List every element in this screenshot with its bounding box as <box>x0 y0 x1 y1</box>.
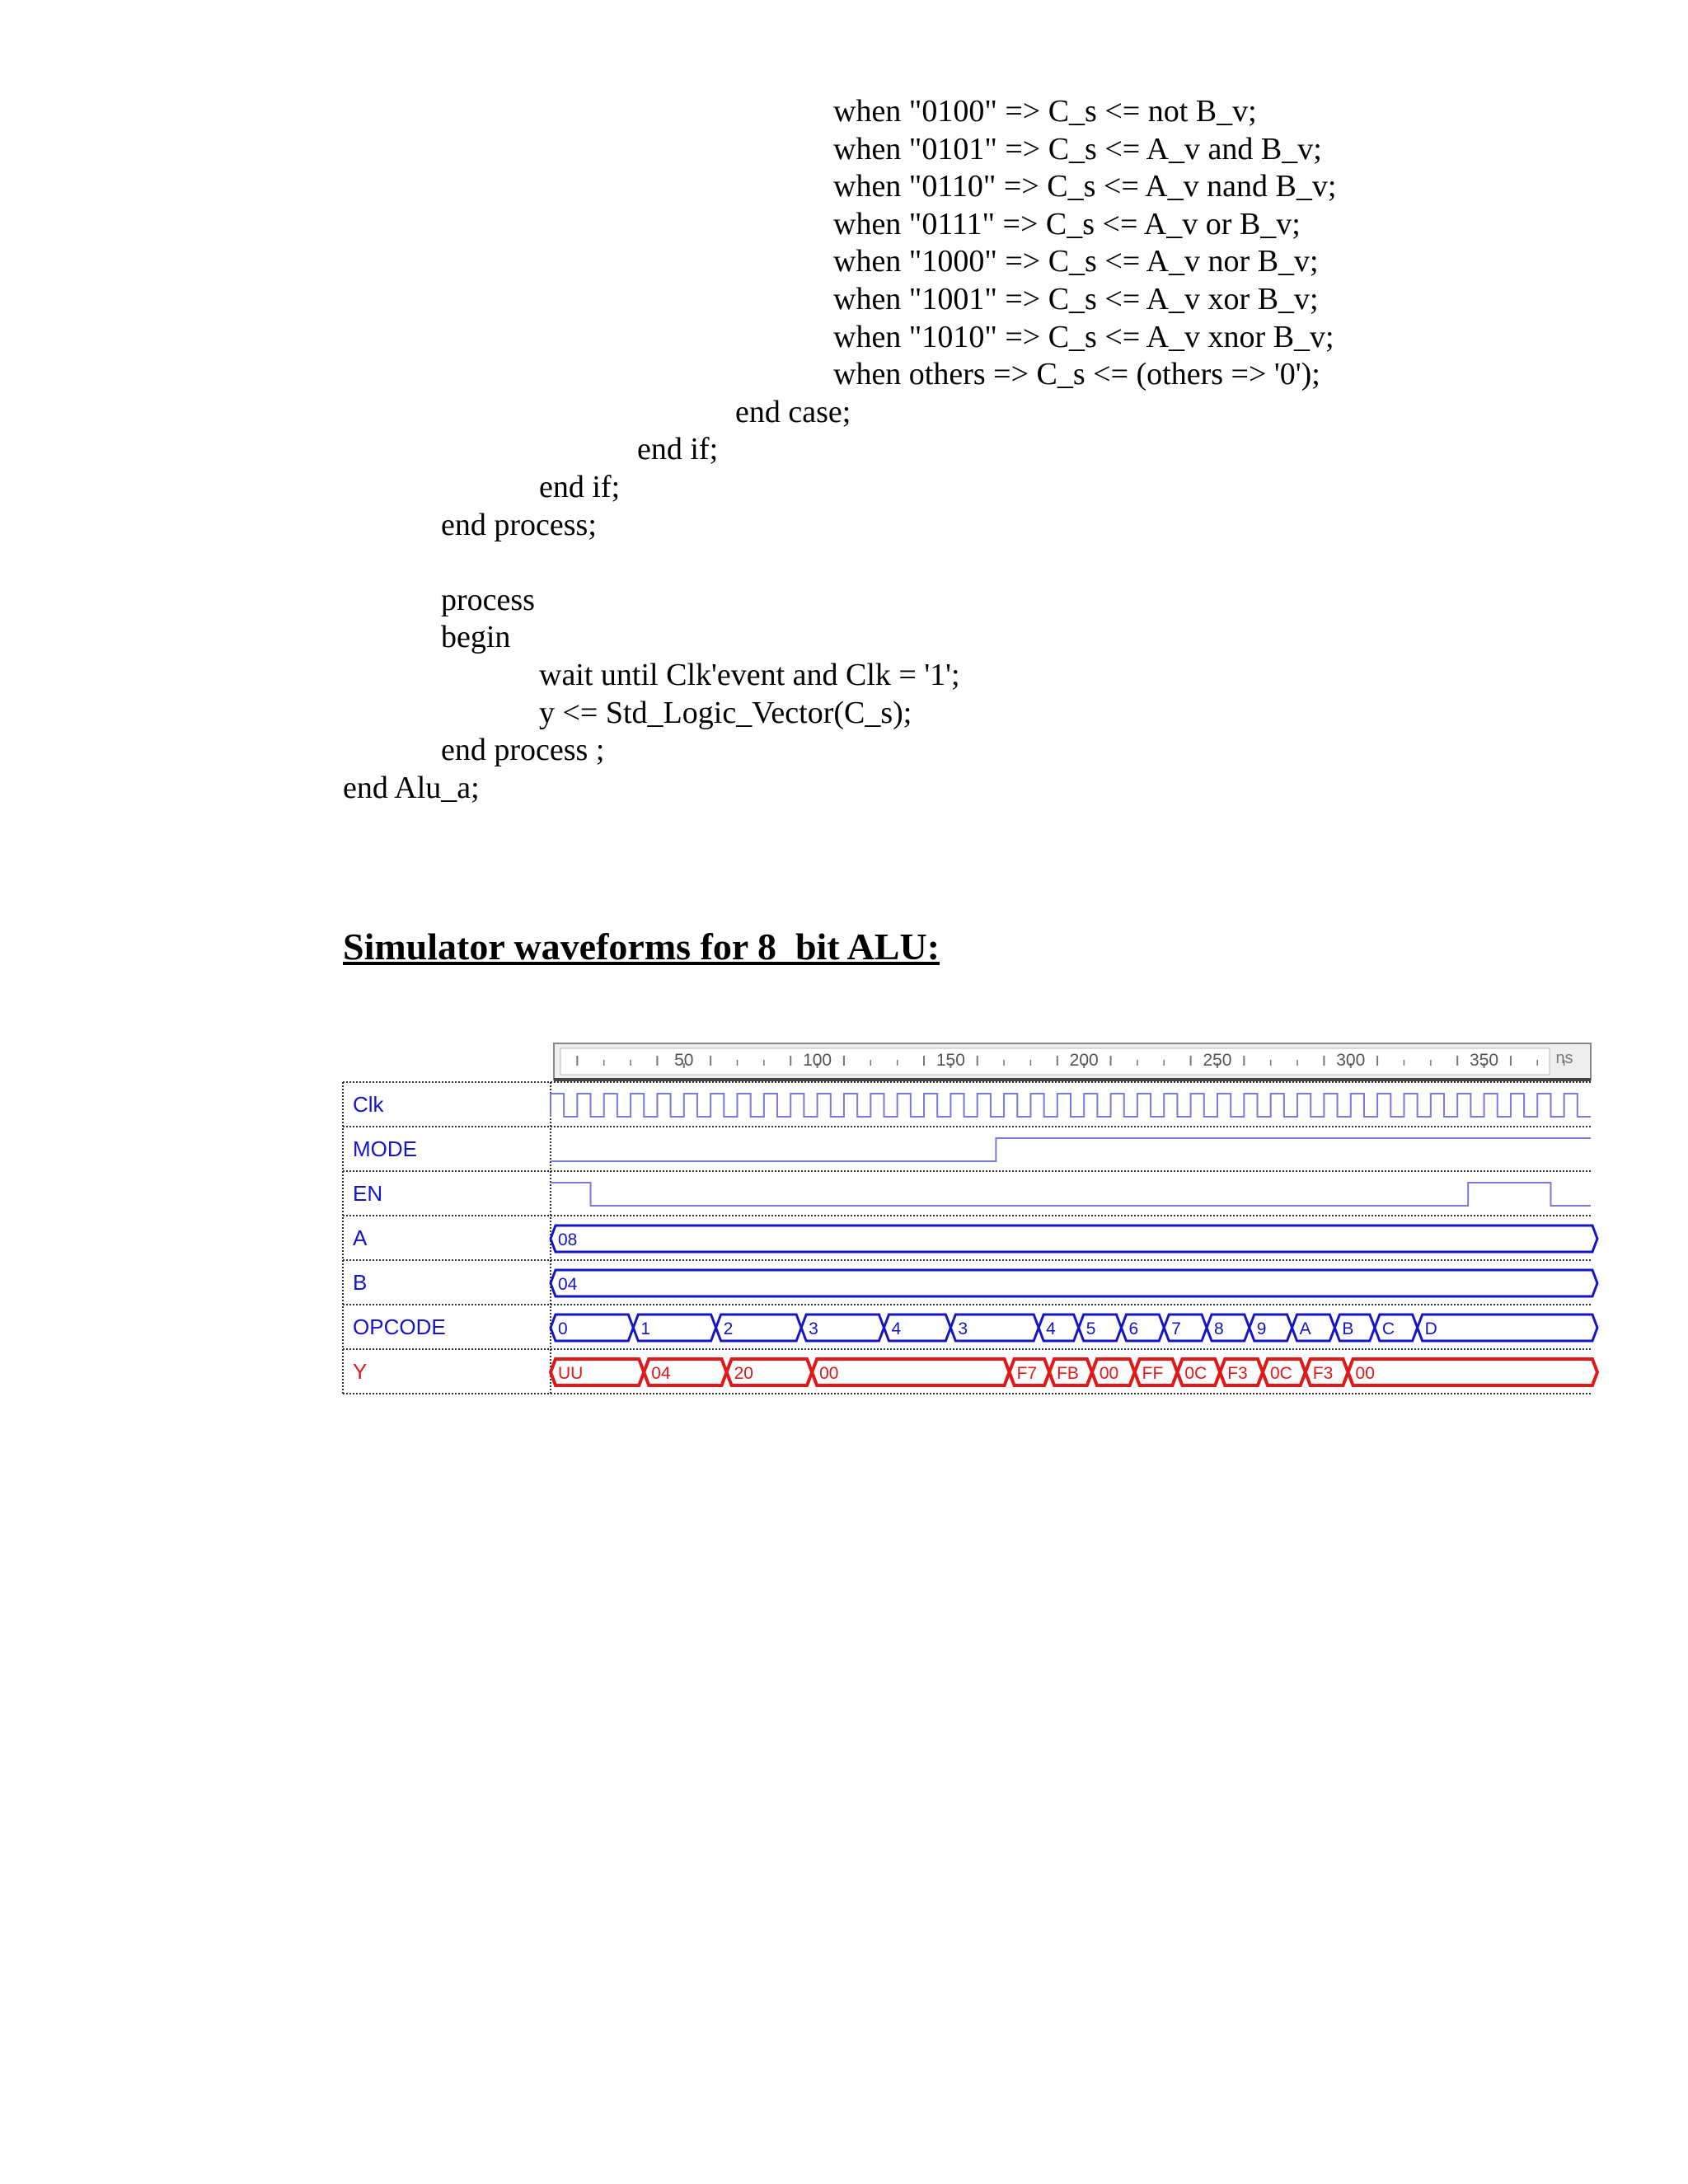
bus-value-opcode: 8 <box>1214 1319 1224 1338</box>
waveform-mode <box>551 1138 1591 1161</box>
ruler-tick-label: 200 <box>1069 1051 1099 1070</box>
bus-value-a: 08 <box>558 1230 578 1249</box>
bus-value-opcode: C <box>1381 1319 1395 1338</box>
code-line: when "1000" => C_s <= A_v nor B_v; <box>833 244 1319 279</box>
signal-name-a: A <box>353 1226 368 1250</box>
bus-value-y: 0C <box>1269 1364 1292 1383</box>
code-line: end Alu_a; <box>343 770 480 805</box>
code-line: when "1001" => C_s <= A_v xor B_v; <box>833 282 1319 316</box>
ruler-tick-label: 150 <box>935 1051 965 1070</box>
bus-segment-y <box>1348 1359 1597 1385</box>
bus-value-opcode: 7 <box>1171 1319 1181 1338</box>
code-line: end case; <box>735 394 851 429</box>
bus-value-b: 04 <box>558 1275 578 1294</box>
code-line: end process ; <box>441 733 605 768</box>
bus-value-opcode: 2 <box>723 1319 734 1338</box>
bus-value-opcode: 6 <box>1128 1319 1139 1338</box>
ruler-tick-label: 350 <box>1470 1051 1499 1070</box>
bus-value-opcode: 3 <box>958 1319 968 1338</box>
bus-value-opcode: 5 <box>1085 1319 1096 1338</box>
signal-name-opcode: OPCODE <box>353 1315 446 1339</box>
code-line: end if; <box>637 432 719 467</box>
code-line: process <box>441 582 535 617</box>
bus-value-y: F3 <box>1227 1364 1248 1383</box>
signal-name-b: B <box>353 1270 368 1295</box>
bus-value-y: FB <box>1057 1364 1079 1383</box>
bus-segment-opcode <box>1250 1315 1292 1341</box>
signal-name-clk: Clk <box>353 1092 384 1117</box>
bus-value-y: F3 <box>1312 1364 1334 1383</box>
bus-value-opcode: D <box>1424 1319 1437 1338</box>
code-line: when "0101" => C_s <= A_v and B_v; <box>833 131 1322 166</box>
waveform-en <box>551 1183 1591 1206</box>
bus-segment-opcode <box>1334 1315 1375 1341</box>
bus-value-opcode: 4 <box>891 1319 902 1338</box>
bus-value-y: F7 <box>1016 1364 1038 1383</box>
code-line: when "0111" => C_s <= A_v or B_v; <box>833 206 1301 241</box>
time-ruler-track <box>560 1048 1550 1075</box>
code-line: end process; <box>441 507 597 542</box>
ruler-tick-label: 250 <box>1203 1051 1232 1070</box>
bus-segment-opcode <box>1079 1315 1122 1341</box>
bus-value-y: 00 <box>819 1364 839 1383</box>
code-line: wait until Clk'event and Clk = '1'; <box>539 658 960 692</box>
signal-name-mode: MODE <box>353 1137 417 1161</box>
bus-value-y: 00 <box>1355 1364 1375 1383</box>
ruler-tick-label: 100 <box>803 1051 832 1070</box>
bus-value-opcode: A <box>1299 1319 1311 1338</box>
bus-value-opcode: 9 <box>1256 1319 1267 1338</box>
bus-value-y: 0C <box>1184 1364 1207 1383</box>
waveforms-heading: Simulator waveforms for 8_bit ALU: <box>343 926 940 968</box>
ruler-tick-label: 50 <box>674 1051 694 1070</box>
bus-value-y: 00 <box>1099 1364 1119 1383</box>
clk-waveform <box>551 1094 1591 1117</box>
ruler-unit-label: ns <box>1555 1049 1573 1067</box>
bus-value-y: 20 <box>734 1364 753 1383</box>
bus-value-y: UU <box>558 1364 584 1383</box>
bus-segment-y <box>812 1359 1009 1385</box>
bus-segment-opcode <box>1121 1315 1164 1341</box>
code-line: when "0110" => C_s <= A_v nand B_v; <box>833 169 1337 204</box>
code-line: begin <box>441 620 511 655</box>
bus-segment-opcode <box>1207 1315 1250 1341</box>
bus-value-opcode: 4 <box>1046 1319 1056 1338</box>
bus-value-y: FF <box>1142 1364 1164 1383</box>
bus-segment-b <box>551 1270 1597 1296</box>
code-line: when "0100" => C_s <= not B_v; <box>833 94 1257 129</box>
signal-name-y: Y <box>353 1359 368 1384</box>
bus-value-opcode: 1 <box>640 1319 651 1338</box>
ruler-tick-label: 300 <box>1336 1051 1366 1070</box>
signal-name-en: EN <box>353 1181 383 1206</box>
bus-value-opcode: 3 <box>809 1319 818 1338</box>
code-line: end if; <box>539 470 621 504</box>
bus-segment-opcode <box>1375 1315 1418 1341</box>
code-line: when others => C_s <= (others => '0'); <box>833 357 1320 392</box>
bus-segment-opcode <box>1292 1315 1335 1341</box>
bus-segment-opcode <box>1164 1315 1207 1341</box>
bus-value-y: 04 <box>651 1364 671 1383</box>
bus-value-opcode: B <box>1342 1319 1354 1338</box>
code-line: y <= Std_Logic_Vector(C_s); <box>539 695 912 730</box>
bus-segment-a <box>551 1226 1597 1252</box>
bus-segment-opcode <box>1039 1315 1079 1341</box>
code-line: when "1010" => C_s <= A_v xnor B_v; <box>833 319 1334 354</box>
bus-value-opcode: 0 <box>558 1319 568 1338</box>
bus-segment-opcode <box>1418 1315 1597 1341</box>
